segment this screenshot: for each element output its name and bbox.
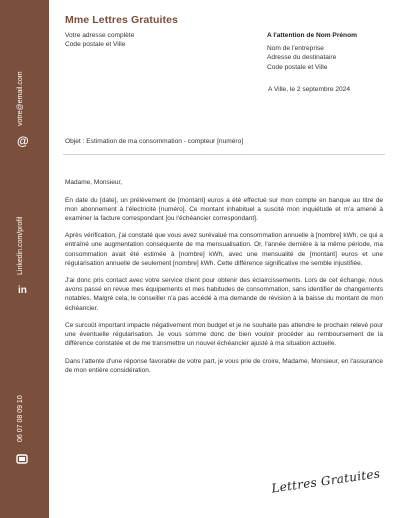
linkedin-text[interactable]: Linkedin.com/profil <box>17 216 24 275</box>
at-icon: @ <box>17 134 29 148</box>
signature: Lettres Gratuites <box>270 466 382 496</box>
paragraph: En date du [date], un prélèvement de [montant] euros a été effectué sur mon compte en banque au titre de mon abonnement à l'électricité [numéro]. Ce montant inhabituel a suscité mon inquiétude et m'a amené à examiner la facture correspondant [ou l'échéancier correspondant]. <box>65 196 383 222</box>
paragraph: Dans l'attente d'une réponse favorable de votre part, je vous prie de croire, Madame, Monsieur, en l'assurance de mon entière considération. <box>65 357 383 374</box>
email-text[interactable]: votre@email.com <box>17 71 24 126</box>
email-item <box>0 60 49 160</box>
paragraph: Ce surcoût important impacte négativement mon budget et je ne souhaite pas attendre le prochain relevé pour une éventuelle régularisation. Je vous somme donc de bien vouloir procéder au remboursement de la différence constatée et de me transmettre un nouvel échéancier ajusté à ma situation actuelle. <box>65 322 383 348</box>
sender-address-block <box>65 31 134 49</box>
linkedin-icon: in <box>18 285 27 296</box>
letter-body <box>65 178 383 384</box>
letter-subject: Objet : Estimation de ma consommation - compteur [numéro] <box>65 138 244 145</box>
phone-icon <box>16 451 28 469</box>
recipient-attention: A l'attention de Nom Prénom <box>267 32 357 39</box>
recipient-company: Nom de l'entreprise <box>267 45 324 53</box>
phone-text[interactable]: 06 07 08 09 10 <box>17 395 24 442</box>
letter-date: A Ville, le 2 septembre 2024 <box>268 86 350 93</box>
linkedin-item <box>0 195 49 305</box>
recipient-block <box>267 31 357 72</box>
salutation: Madame, Monsieur, <box>65 179 123 186</box>
divider <box>63 154 385 155</box>
phone-item <box>0 385 49 470</box>
sender-name: Mme Lettres Gratuites <box>65 14 178 26</box>
sidebar <box>0 0 49 518</box>
sender-address: Votre adresse complète <box>65 32 135 39</box>
letter-page <box>49 0 400 518</box>
recipient-city: Code postale et Ville <box>267 63 328 71</box>
paragraph: Après vérification, j'ai constaté que vous avez surévalué ma consommation annuelle à [nombre] kWh, ce qui a entraîné une augmentation conséquente de ma mensualisation. Or, l'année dernière à la même période, ma consommation avait été estimée à [nombre] kWh, avec une mensualité de [montant] euros et une régularisation annuelle de seulement [nombre] kWh. Cette différence significative me semble injustifiée. <box>65 232 383 267</box>
sender-city: Code postale et Ville <box>65 41 126 49</box>
paragraph: J'ai donc pris contact avec votre service client pour obtenir des éclaircissements. Lors de cet échange, nous avons passé en revue mes équipements et mes habitudes de consommation, sans identifier de changements notables. Malgré cela, le conseiller n'a pas accédé à ma demande de révision à la baisse du montant de mon échéancier. <box>65 277 383 312</box>
recipient-address: Adresse du destinataire <box>267 54 337 62</box>
